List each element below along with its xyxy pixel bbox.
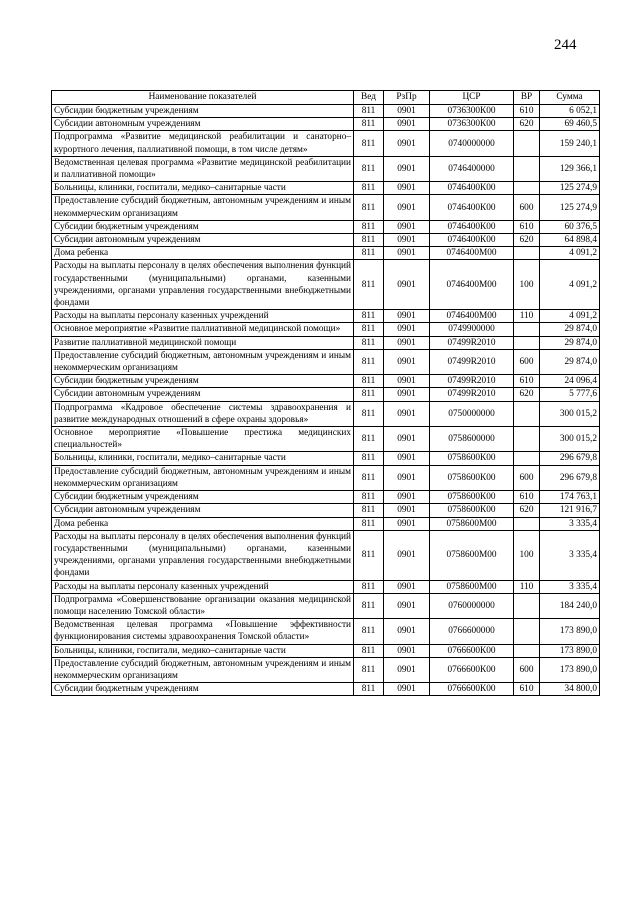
table-row bbox=[52, 234, 600, 247]
row-rzpr: 0901 bbox=[384, 427, 430, 452]
row-rzpr: 0901 bbox=[384, 644, 430, 657]
row-csr: 0758600К00 bbox=[430, 452, 514, 465]
row-csr: 0758600К00 bbox=[430, 465, 514, 490]
row-vr bbox=[514, 247, 540, 260]
row-sum: 300 015,2 bbox=[540, 427, 600, 452]
table-row bbox=[52, 465, 600, 490]
row-name: Ведомственная целевая программа «Развитие медицинской реабилитации и паллиативной помощи» bbox=[52, 156, 354, 181]
header-csr: ЦСР bbox=[430, 91, 514, 105]
header-ved: Вед bbox=[354, 91, 384, 105]
row-name: Субсидии бюджетным учреждениям bbox=[52, 220, 354, 233]
row-ved: 811 bbox=[354, 452, 384, 465]
table-row bbox=[52, 310, 600, 323]
row-name: Ведомственная целевая программа «Повышение эффективности функционирования системы здравоохранения Томской области» bbox=[52, 619, 354, 644]
row-vr: 600 bbox=[514, 465, 540, 490]
row-vr: 600 bbox=[514, 349, 540, 374]
row-vr bbox=[514, 323, 540, 336]
row-csr: 0766600000 bbox=[430, 619, 514, 644]
row-ved: 811 bbox=[354, 388, 384, 401]
row-sum: 174 763,1 bbox=[540, 491, 600, 504]
row-vr bbox=[514, 427, 540, 452]
row-csr: 0766600К00 bbox=[430, 657, 514, 682]
row-rzpr: 0901 bbox=[384, 182, 430, 195]
row-csr: 0758600М00 bbox=[430, 530, 514, 580]
row-ved: 811 bbox=[354, 131, 384, 156]
row-sum: 34 800,0 bbox=[540, 683, 600, 696]
row-vr: 620 bbox=[514, 388, 540, 401]
table-row bbox=[52, 657, 600, 682]
table-row bbox=[52, 388, 600, 401]
row-sum: 173 890,0 bbox=[540, 657, 600, 682]
row-vr: 610 bbox=[514, 375, 540, 388]
row-name: Дома ребенка bbox=[52, 517, 354, 530]
row-rzpr: 0901 bbox=[384, 401, 430, 426]
row-sum: 184 240,0 bbox=[540, 593, 600, 618]
row-vr: 600 bbox=[514, 195, 540, 220]
row-rzpr: 0901 bbox=[384, 234, 430, 247]
row-vr: 100 bbox=[514, 530, 540, 580]
row-sum: 300 015,2 bbox=[540, 401, 600, 426]
row-ved: 811 bbox=[354, 657, 384, 682]
row-vr: 610 bbox=[514, 491, 540, 504]
header-sum: Сумма bbox=[540, 91, 600, 105]
row-name: Субсидии автономным учреждениям bbox=[52, 504, 354, 517]
row-ved: 811 bbox=[354, 182, 384, 195]
table-row bbox=[52, 452, 600, 465]
row-sum: 173 890,0 bbox=[540, 619, 600, 644]
row-name: Субсидии бюджетным учреждениям bbox=[52, 683, 354, 696]
row-ved: 811 bbox=[354, 105, 384, 118]
row-sum: 3 335,4 bbox=[540, 530, 600, 580]
row-name: Подпрограмма «Кадровое обеспечение системы здравоохранения и развитие международных отношений в сфере охраны здоровья» bbox=[52, 401, 354, 426]
row-name: Дома ребенка bbox=[52, 247, 354, 260]
row-rzpr: 0901 bbox=[384, 452, 430, 465]
row-ved: 811 bbox=[354, 118, 384, 131]
row-rzpr: 0901 bbox=[384, 260, 430, 310]
row-vr: 620 bbox=[514, 504, 540, 517]
row-vr bbox=[514, 452, 540, 465]
row-sum: 129 366,1 bbox=[540, 156, 600, 181]
row-rzpr: 0901 bbox=[384, 388, 430, 401]
row-ved: 811 bbox=[354, 517, 384, 530]
table-row bbox=[52, 118, 600, 131]
row-csr: 07499R2010 bbox=[430, 349, 514, 374]
row-csr: 0758600М00 bbox=[430, 580, 514, 593]
row-csr: 07499R2010 bbox=[430, 336, 514, 349]
row-csr: 0746400М00 bbox=[430, 310, 514, 323]
row-name: Расходы на выплаты персоналу в целях обеспечения выполнения функций государственными (муниципальными) органами, казенными учреждениями, органами управления государственными внебюджетными фондами bbox=[52, 260, 354, 310]
header-name: Наименование показателей bbox=[52, 91, 354, 105]
row-csr: 0760000000 bbox=[430, 593, 514, 618]
row-vr: 100 bbox=[514, 260, 540, 310]
row-name: Расходы на выплаты персоналу в целях обеспечения выполнения функций государственными (муниципальными) органами, казенными учреждениями, органами управления государственными внебюджетными фондами bbox=[52, 530, 354, 580]
table-row bbox=[52, 195, 600, 220]
row-rzpr: 0901 bbox=[384, 375, 430, 388]
row-ved: 811 bbox=[354, 349, 384, 374]
row-ved: 811 bbox=[354, 619, 384, 644]
row-csr: 0746400М00 bbox=[430, 247, 514, 260]
row-csr: 0766600К00 bbox=[430, 683, 514, 696]
table-row bbox=[52, 517, 600, 530]
row-name: Субсидии бюджетным учреждениям bbox=[52, 375, 354, 388]
table-row bbox=[52, 349, 600, 374]
table-row bbox=[52, 427, 600, 452]
table-row bbox=[52, 593, 600, 618]
row-ved: 811 bbox=[354, 323, 384, 336]
row-csr: 0758600К00 bbox=[430, 491, 514, 504]
row-csr: 0746400К00 bbox=[430, 234, 514, 247]
budget-table bbox=[51, 90, 600, 696]
row-csr: 07499R2010 bbox=[430, 375, 514, 388]
row-vr: 600 bbox=[514, 657, 540, 682]
row-sum: 173 890,0 bbox=[540, 644, 600, 657]
row-sum: 29 874,0 bbox=[540, 349, 600, 374]
table-header-row bbox=[52, 91, 600, 105]
row-ved: 811 bbox=[354, 644, 384, 657]
row-rzpr: 0901 bbox=[384, 491, 430, 504]
row-name: Субсидии бюджетным учреждениям bbox=[52, 105, 354, 118]
row-sum: 29 874,0 bbox=[540, 323, 600, 336]
row-vr bbox=[514, 156, 540, 181]
row-ved: 811 bbox=[354, 260, 384, 310]
row-vr: 610 bbox=[514, 683, 540, 696]
table-row bbox=[52, 323, 600, 336]
row-csr: 0736300К00 bbox=[430, 118, 514, 131]
row-name: Предоставление субсидий бюджетным, автономным учреждениям и иным некоммерческим организациям bbox=[52, 657, 354, 682]
row-rzpr: 0901 bbox=[384, 683, 430, 696]
row-csr: 0746400К00 bbox=[430, 182, 514, 195]
table-row bbox=[52, 182, 600, 195]
row-rzpr: 0901 bbox=[384, 105, 430, 118]
header-rzpr: РзПр bbox=[384, 91, 430, 105]
table-row bbox=[52, 644, 600, 657]
row-csr: 0740000000 bbox=[430, 131, 514, 156]
row-name: Больницы, клиники, госпитали, медико–санитарные части bbox=[52, 452, 354, 465]
row-sum: 6 052,1 bbox=[540, 105, 600, 118]
table-row bbox=[52, 260, 600, 310]
row-vr bbox=[514, 401, 540, 426]
row-vr: 620 bbox=[514, 118, 540, 131]
row-csr: 0750000000 bbox=[430, 401, 514, 426]
row-name: Основное мероприятие «Развитие паллиативной медицинской помощи» bbox=[52, 323, 354, 336]
row-rzpr: 0901 bbox=[384, 118, 430, 131]
row-csr: 0766600К00 bbox=[430, 644, 514, 657]
row-ved: 811 bbox=[354, 683, 384, 696]
row-csr: 0746400К00 bbox=[430, 195, 514, 220]
row-sum: 5 777,6 bbox=[540, 388, 600, 401]
row-rzpr: 0901 bbox=[384, 247, 430, 260]
table-row bbox=[52, 619, 600, 644]
row-name: Больницы, клиники, госпитали, медико–санитарные части bbox=[52, 182, 354, 195]
row-csr: 0749900000 bbox=[430, 323, 514, 336]
table-row bbox=[52, 491, 600, 504]
row-rzpr: 0901 bbox=[384, 619, 430, 644]
row-name: Подпрограмма «Совершенствование организации оказания медицинской помощи населению Томской области» bbox=[52, 593, 354, 618]
row-vr: 110 bbox=[514, 580, 540, 593]
row-rzpr: 0901 bbox=[384, 195, 430, 220]
row-ved: 811 bbox=[354, 401, 384, 426]
row-sum: 29 874,0 bbox=[540, 336, 600, 349]
row-vr bbox=[514, 593, 540, 618]
row-rzpr: 0901 bbox=[384, 220, 430, 233]
row-sum: 4 091,2 bbox=[540, 260, 600, 310]
row-csr: 0758600М00 bbox=[430, 517, 514, 530]
row-ved: 811 bbox=[354, 310, 384, 323]
row-ved: 811 bbox=[354, 247, 384, 260]
row-name: Субсидии автономным учреждениям bbox=[52, 118, 354, 131]
row-rzpr: 0901 bbox=[384, 580, 430, 593]
row-ved: 811 bbox=[354, 580, 384, 593]
row-ved: 811 bbox=[354, 593, 384, 618]
table-row bbox=[52, 580, 600, 593]
row-name: Больницы, клиники, госпитали, медико–санитарные части bbox=[52, 644, 354, 657]
row-ved: 811 bbox=[354, 220, 384, 233]
row-ved: 811 bbox=[354, 427, 384, 452]
row-csr: 07499R2010 bbox=[430, 388, 514, 401]
row-csr: 0758600К00 bbox=[430, 504, 514, 517]
row-sum: 60 376,5 bbox=[540, 220, 600, 233]
row-rzpr: 0901 bbox=[384, 323, 430, 336]
row-sum: 69 460,5 bbox=[540, 118, 600, 131]
row-vr: 610 bbox=[514, 220, 540, 233]
table-row bbox=[52, 504, 600, 517]
row-ved: 811 bbox=[354, 491, 384, 504]
row-csr: 0758600000 bbox=[430, 427, 514, 452]
row-ved: 811 bbox=[354, 530, 384, 580]
row-name: Расходы на выплаты персоналу казенных учреждений bbox=[52, 310, 354, 323]
row-name: Расходы на выплаты персоналу казенных учреждений bbox=[52, 580, 354, 593]
row-name: Развитие паллиативной медицинской помощи bbox=[52, 336, 354, 349]
row-ved: 811 bbox=[354, 195, 384, 220]
table-body bbox=[52, 105, 600, 696]
row-rzpr: 0901 bbox=[384, 465, 430, 490]
row-sum: 159 240,1 bbox=[540, 131, 600, 156]
row-csr: 0746400М00 bbox=[430, 260, 514, 310]
row-sum: 125 274,9 bbox=[540, 195, 600, 220]
row-sum: 24 096,4 bbox=[540, 375, 600, 388]
table-row bbox=[52, 247, 600, 260]
table-row bbox=[52, 131, 600, 156]
row-vr: 110 bbox=[514, 310, 540, 323]
row-name: Субсидии автономным учреждениям bbox=[52, 234, 354, 247]
table-row bbox=[52, 530, 600, 580]
row-sum: 125 274,9 bbox=[540, 182, 600, 195]
row-vr bbox=[514, 644, 540, 657]
row-rzpr: 0901 bbox=[384, 349, 430, 374]
row-rzpr: 0901 bbox=[384, 504, 430, 517]
row-ved: 811 bbox=[354, 156, 384, 181]
row-name: Субсидии автономным учреждениям bbox=[52, 388, 354, 401]
row-ved: 811 bbox=[354, 375, 384, 388]
row-rzpr: 0901 bbox=[384, 593, 430, 618]
row-rzpr: 0901 bbox=[384, 530, 430, 580]
table-row bbox=[52, 375, 600, 388]
row-sum: 121 916,7 bbox=[540, 504, 600, 517]
row-ved: 811 bbox=[354, 336, 384, 349]
row-sum: 3 335,4 bbox=[540, 517, 600, 530]
row-rzpr: 0901 bbox=[384, 310, 430, 323]
row-name: Основное мероприятие «Повышение престижа медицинских специальностей» bbox=[52, 427, 354, 452]
row-name: Подпрограмма «Развитие медицинской реабилитации и санаторно–курортного лечения, паллиативной помощи, в том числе детям» bbox=[52, 131, 354, 156]
row-sum: 4 091,2 bbox=[540, 310, 600, 323]
row-vr bbox=[514, 182, 540, 195]
row-csr: 0746400000 bbox=[430, 156, 514, 181]
row-rzpr: 0901 bbox=[384, 517, 430, 530]
header-vr: ВР bbox=[514, 91, 540, 105]
row-rzpr: 0901 bbox=[384, 336, 430, 349]
row-name: Предоставление субсидий бюджетным, автономным учреждениям и иным некоммерческим организациям bbox=[52, 195, 354, 220]
table-row bbox=[52, 401, 600, 426]
row-name: Предоставление субсидий бюджетным, автономным учреждениям и иным некоммерческим организациям bbox=[52, 349, 354, 374]
row-rzpr: 0901 bbox=[384, 131, 430, 156]
table-row bbox=[52, 683, 600, 696]
row-vr bbox=[514, 131, 540, 156]
table-row bbox=[52, 105, 600, 118]
row-ved: 811 bbox=[354, 465, 384, 490]
row-vr bbox=[514, 517, 540, 530]
row-vr bbox=[514, 619, 540, 644]
row-csr: 0746400К00 bbox=[430, 220, 514, 233]
row-ved: 811 bbox=[354, 504, 384, 517]
row-vr: 620 bbox=[514, 234, 540, 247]
row-rzpr: 0901 bbox=[384, 156, 430, 181]
row-rzpr: 0901 bbox=[384, 657, 430, 682]
table-row bbox=[52, 336, 600, 349]
table-row bbox=[52, 156, 600, 181]
row-ved: 811 bbox=[354, 234, 384, 247]
row-name: Субсидии бюджетным учреждениям bbox=[52, 491, 354, 504]
page-number: 244 bbox=[554, 37, 577, 53]
row-vr: 610 bbox=[514, 105, 540, 118]
row-name: Предоставление субсидий бюджетным, автономным учреждениям и иным некоммерческим организациям bbox=[52, 465, 354, 490]
row-sum: 296 679,8 bbox=[540, 452, 600, 465]
row-vr bbox=[514, 336, 540, 349]
table-row bbox=[52, 220, 600, 233]
row-sum: 4 091,2 bbox=[540, 247, 600, 260]
row-sum: 64 898,4 bbox=[540, 234, 600, 247]
row-sum: 3 335,4 bbox=[540, 580, 600, 593]
row-csr: 0736300К00 bbox=[430, 105, 514, 118]
row-sum: 296 679,8 bbox=[540, 465, 600, 490]
